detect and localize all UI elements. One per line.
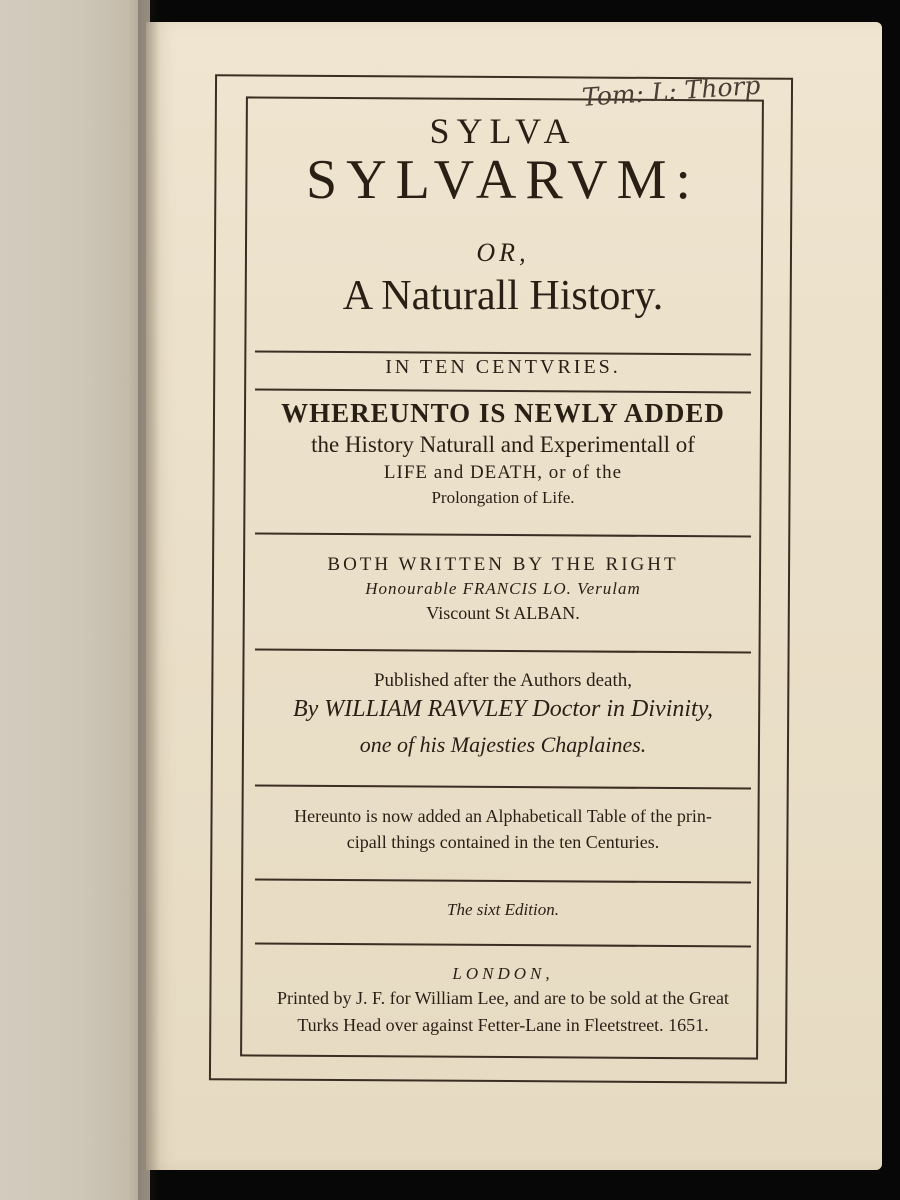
imprint-city: LONDON, — [452, 964, 554, 983]
title-line-1: SYLVA — [429, 111, 577, 151]
addition-line-4: Prolongation of Life. — [431, 488, 575, 507]
edition-line: The sixt Edition. — [447, 900, 559, 919]
subtitle: A Naturall History. — [342, 273, 664, 319]
publisher-line-1: Published after the Authors death, — [373, 670, 633, 691]
publisher-line-2: By WILLIAM RAVVLEY Doctor in Divinity, — [292, 696, 714, 722]
addition-line-2: the History Naturall and Experimentall of — [311, 432, 695, 457]
left-page — [0, 0, 150, 1200]
table-line-2: cipall things contained in the ten Centuries. — [346, 832, 660, 852]
publisher-line-3: one of his Majesties Chaplaines. — [359, 732, 647, 757]
centuries-line: IN TEN CENTVRIES. — [385, 356, 621, 378]
author-line-1: BOTH WRITTEN BY THE RIGHT — [327, 554, 679, 575]
book-gutter — [138, 0, 160, 1200]
addition-line-1: WHEREUNTO IS NEWLY ADDED — [281, 398, 725, 428]
author-line-3: Viscount St ALBAN. — [426, 603, 580, 623]
imprint-line-2: Turks Head over against Fetter-Lane in Fleetstreet. 1651. — [297, 1015, 709, 1035]
table-line-1: Hereunto is now added an Alphabeticall Table of the prin- — [294, 806, 712, 826]
addition-line-3: LIFE and DEATH, or of the — [383, 462, 623, 483]
author-line-2: Honourable FRANCIS LO. Verulam — [365, 579, 641, 598]
or-line: OR, — [476, 238, 530, 267]
imprint-line-1: Printed by J. F. for William Lee, and are to be sold at the Great — [277, 988, 729, 1008]
handwritten-signature: Tom: L: Thorp — [581, 70, 762, 112]
title-line-2: SYLVARVM: — [306, 149, 700, 211]
